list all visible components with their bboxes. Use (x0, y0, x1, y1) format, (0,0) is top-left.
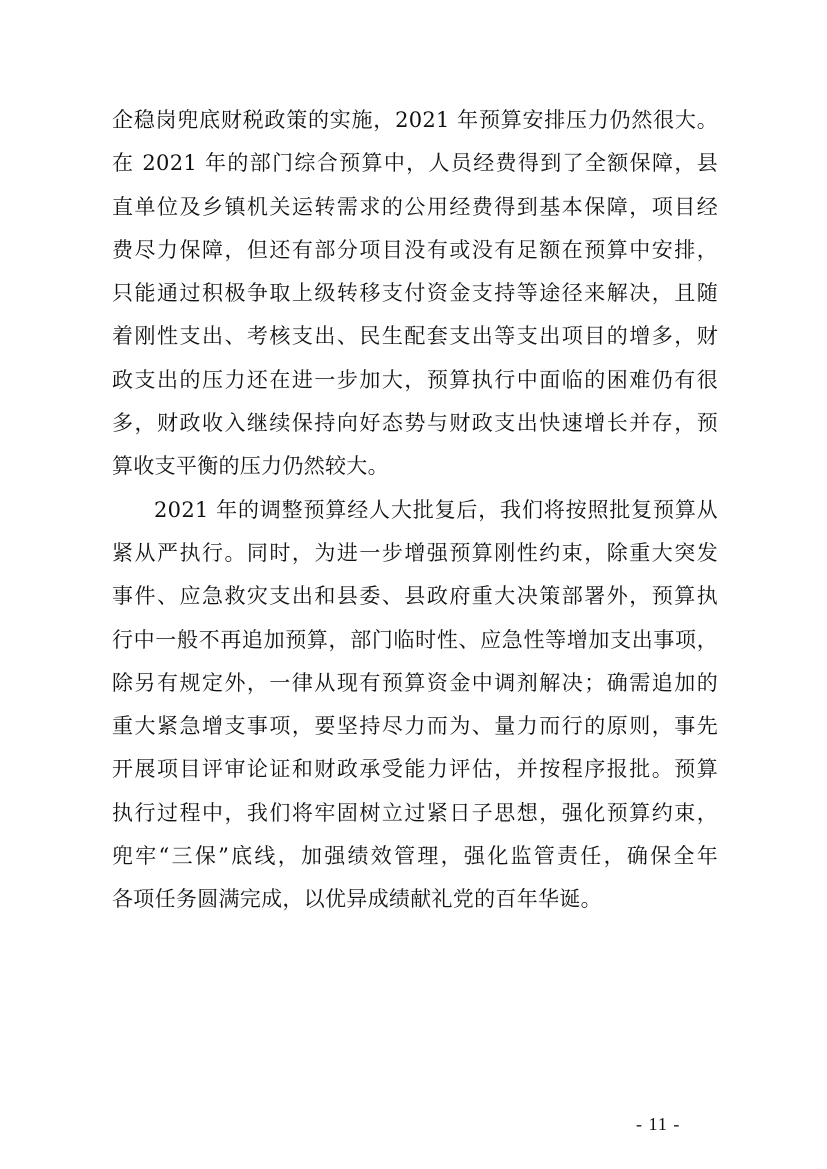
text-line: 执行过程中，我们将牢固树立过紧日子思想，强化预算约束， (112, 800, 718, 825)
text-line: 多，财政收入继续保持向好态势与财政支出快速增长并存，预 (112, 411, 718, 436)
text-line: 开展项目评审论证和财政承受能力评估，并按程序报批。预算 (112, 757, 718, 782)
text-line: 企稳岗兜底财税政策的实施，2021 年预算安排压力仍然很大。 (112, 108, 718, 132)
text-line: 费尽力保障，但还有部分项目没有或没有足额在预算中安排， (112, 237, 718, 262)
text-line: 各项任务圆满完成，以优异成绩献礼党的百年华诞。 (112, 887, 602, 912)
text-line: 政支出的压力还在进一步加大，预算执行中面临的困难仍有很 (112, 367, 718, 392)
text-line: 只能通过积极争取上级转移支付资金支持等途径来解决，且随 (112, 281, 718, 306)
text-line: 直单位及乡镇机关运转需求的公用经费得到基本保障，项目经 (112, 194, 718, 219)
text-line: 算收支平衡的压力仍然较大。 (112, 454, 389, 479)
text-line: 除另有规定外，一律从现有预算资金中调剂解决；确需追加的 (112, 670, 718, 695)
body-text (112, 99, 718, 922)
text-line: 2021 年的调整预算经人大批复后，我们将按照批复预算从 (154, 497, 718, 522)
paragraph-1 (112, 99, 718, 489)
page-number: - 11 - (636, 1114, 681, 1134)
text-line: 重大紧急增支事项，要坚持尽力而为、量力而行的原则，事先 (112, 714, 718, 739)
paragraph-2 (112, 489, 718, 922)
text-line: 事件、应急救灾支出和县委、县政府重大决策部署外，预算执 (112, 584, 718, 609)
text-line: 行中一般不再追加预算，部门临时性、应急性等增加支出事项， (112, 627, 718, 652)
text-line: 在 2021 年的部门综合预算中，人员经费得到了全额保障，县 (112, 151, 718, 176)
text-line: 着刚性支出、考核支出、民生配套支出等支出项目的增多，财 (112, 324, 718, 349)
text-line: 紧从严执行。同时，为进一步增强预算刚性约束，除重大突发 (112, 540, 718, 565)
text-line: 兜牢“三保”底线，加强绩效管理，强化监管责任，确保全年 (112, 844, 718, 869)
